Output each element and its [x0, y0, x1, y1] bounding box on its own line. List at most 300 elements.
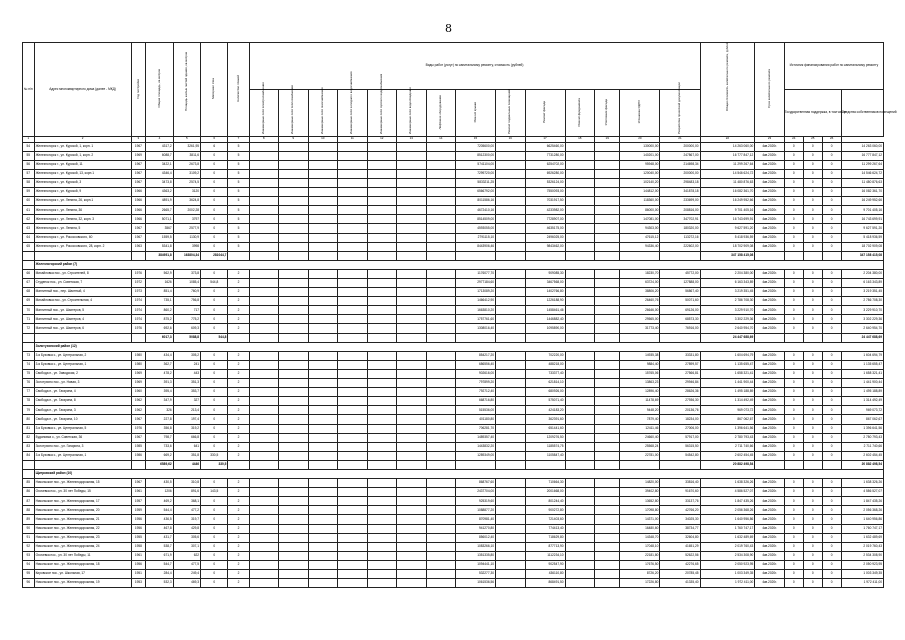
- cell: 9843462,00: [525, 242, 565, 251]
- empty-cell: [426, 515, 456, 524]
- empty-cell: [367, 288, 397, 297]
- cell: 1083266,10: [456, 542, 496, 551]
- zero-cell: 0: [784, 379, 803, 388]
- cell: 347702,91: [660, 215, 700, 224]
- table-row: [23, 188, 884, 197]
- cell: 83: [23, 442, 35, 451]
- col-number: 14: [426, 136, 456, 142]
- cell: 1351335,80: [456, 551, 496, 560]
- zero-cell: 0: [784, 142, 803, 151]
- cell: 1953: [131, 579, 146, 588]
- empty-cell: [426, 233, 456, 242]
- empty-cell: [595, 497, 620, 506]
- empty-cell: [367, 351, 397, 360]
- empty-cell: [496, 160, 526, 169]
- cell: 57917,00: [660, 433, 700, 442]
- cell: 3 219 351,45: [841, 288, 883, 297]
- empty-cell: [308, 506, 338, 515]
- cell: 5: [228, 215, 249, 224]
- empty-cell: [595, 306, 620, 315]
- table-row: [23, 397, 884, 406]
- empty-cell: [426, 560, 456, 569]
- empty-cell: [397, 324, 427, 333]
- empty-cell: [426, 288, 456, 297]
- cell: 717: [173, 306, 200, 315]
- cell: 8011586,16: [456, 197, 496, 206]
- zero-cell: 0: [803, 497, 822, 506]
- empty-cell: [308, 269, 338, 278]
- cell: 95: [23, 570, 35, 579]
- empty-cell: [426, 251, 456, 260]
- cell: 307,1: [173, 542, 200, 551]
- cell: 8512300,00: [456, 151, 496, 160]
- cell: 3120: [173, 188, 200, 197]
- zero-cell: 0: [784, 288, 803, 297]
- cell: 575071,40: [525, 397, 565, 406]
- empty-cell: [426, 397, 456, 406]
- cell: 55: [23, 151, 35, 160]
- cell: 33816,40: [660, 479, 700, 488]
- cell: 925319,60: [456, 497, 496, 506]
- empty-cell: [34, 460, 131, 469]
- cell: 319,2: [173, 424, 200, 433]
- cell: 341878,18: [660, 188, 700, 197]
- cell: 469,3: [173, 579, 200, 588]
- cell: 2791115,10: [456, 233, 496, 242]
- cell: 891,6: [173, 488, 200, 497]
- empty-cell: [367, 178, 397, 187]
- cell: 1 760 747,17: [841, 524, 883, 533]
- cell: 801244,40: [525, 497, 565, 506]
- col-number: 11: [338, 136, 368, 142]
- empty-cell: [338, 351, 368, 360]
- cell: 2: [228, 388, 249, 397]
- table-row: [23, 570, 884, 579]
- cell: 875,2: [146, 315, 173, 324]
- cell: 798,7: [146, 433, 173, 442]
- cell: 1966: [131, 188, 146, 197]
- empty-cell: [249, 388, 279, 397]
- empty-cell: [565, 433, 595, 442]
- table-row: [23, 479, 884, 488]
- empty-cell: [397, 142, 427, 151]
- empty-cell: [397, 560, 427, 569]
- cell: 1 972 411,00: [841, 579, 883, 588]
- empty-cell: [397, 188, 427, 197]
- table-row: [23, 142, 884, 151]
- empty-cell: [595, 351, 620, 360]
- cell: 0: [201, 197, 228, 206]
- empty-cell: [308, 224, 338, 233]
- cell: 66: [23, 269, 35, 278]
- cell: 1 314 492,49: [841, 397, 883, 406]
- empty-cell: [367, 369, 397, 378]
- zero-cell: 0: [803, 169, 822, 178]
- empty-cell: [822, 251, 841, 260]
- empty-cell: [367, 215, 397, 224]
- cell: 0: [201, 297, 228, 306]
- empty-cell: [426, 506, 456, 515]
- empty-cell: [279, 306, 309, 315]
- cell: 7731280,00: [525, 151, 565, 160]
- cell: 1 135 655,47: [700, 360, 755, 369]
- cell: 2: [228, 360, 249, 369]
- zero-cell: 0: [822, 188, 841, 197]
- empty-cell: [426, 551, 456, 560]
- empty-cell: [338, 542, 368, 551]
- empty-cell: [426, 451, 456, 460]
- empty-cell: [308, 524, 338, 533]
- empty-cell: [620, 460, 660, 469]
- empty-cell: [565, 524, 595, 533]
- cell: Охочевка пос., ул. 30 лет Победы, 15: [34, 488, 131, 497]
- col-number: 23: [755, 136, 785, 142]
- zero-cell: 0: [803, 242, 822, 251]
- subtotal-row: [23, 460, 884, 469]
- empty-cell: [426, 324, 456, 333]
- zero-cell: 0: [822, 169, 841, 178]
- cell: 4кв.2020г.: [755, 442, 785, 451]
- empty-cell: [249, 488, 279, 497]
- empty-cell: [249, 451, 279, 460]
- cell: 113272,16: [660, 233, 700, 242]
- zero-cell: 0: [822, 433, 841, 442]
- empty-cell: [565, 242, 595, 251]
- empty-cell: [279, 251, 309, 260]
- cell: 52622,56: [660, 551, 700, 560]
- cell: 351,8: [173, 451, 200, 460]
- empty-cell: [279, 151, 309, 160]
- empty-cell: [338, 224, 368, 233]
- cell: 1 640 956,86: [700, 515, 755, 524]
- zero-cell: 0: [822, 397, 841, 406]
- cell: 70: [23, 306, 35, 315]
- cell: 0: [201, 315, 228, 324]
- zero-cell: 0: [803, 279, 822, 288]
- empty-cell: [338, 524, 368, 533]
- empty-cell: [308, 451, 338, 460]
- cell: 3-я Бузовка с., ул. Центральная, 1: [34, 360, 131, 369]
- zero-cell: 0: [803, 324, 822, 333]
- cell: 77: [23, 388, 35, 397]
- cell: 2: [228, 406, 249, 415]
- cell: 14348,70: [620, 533, 660, 542]
- empty-cell: [367, 570, 397, 579]
- zero-cell: 0: [822, 579, 841, 588]
- zero-cell: 0: [803, 533, 822, 542]
- cell: 14820,00: [620, 479, 660, 488]
- cell: 54: [23, 142, 35, 151]
- cell: 0: [201, 533, 228, 542]
- cell: Свобода п., ул. Гагарина, 3: [34, 406, 131, 415]
- cell: 319,7: [173, 515, 200, 524]
- empty-cell: [338, 324, 368, 333]
- cell: 0: [201, 542, 228, 551]
- cell: 94303,00: [620, 224, 660, 233]
- table-row: [23, 379, 884, 388]
- col-number: 8: [249, 136, 279, 142]
- cell: 4кв.2020г.: [755, 433, 785, 442]
- empty-cell: [338, 369, 368, 378]
- cell: 4кв.2020г.: [755, 151, 785, 160]
- cell: 4672410,16: [456, 206, 496, 215]
- col-work-6: Инженерные сети водоотведения: [408, 87, 413, 134]
- cell: 2 204 380,00: [700, 269, 755, 278]
- cell: 16 777 847,12: [700, 151, 755, 160]
- cell: 721403,60: [525, 515, 565, 524]
- cell: 2: [228, 379, 249, 388]
- cell: 1955: [131, 533, 146, 542]
- cell: 544,8: [201, 333, 228, 342]
- cell: 1 441 900,44: [700, 379, 755, 388]
- zero-cell: 0: [784, 488, 803, 497]
- empty-cell: [249, 297, 279, 306]
- empty-cell: [426, 151, 456, 160]
- empty-cell: [279, 570, 309, 579]
- table-row: [23, 233, 884, 242]
- empty-cell: [308, 206, 338, 215]
- zero-cell: 0: [803, 188, 822, 197]
- cell: 1 396 641,56: [700, 424, 755, 433]
- empty-cell: [367, 151, 397, 160]
- cell: 1967: [131, 433, 146, 442]
- cell: 478,2: [146, 369, 173, 378]
- cell: 4кв.2020г.: [755, 497, 785, 506]
- empty-cell: [279, 533, 309, 542]
- zero-cell: 0: [822, 224, 841, 233]
- cell: 327: [173, 397, 200, 406]
- empty-cell: [308, 406, 338, 415]
- cell: 5326124,00: [525, 178, 565, 187]
- cell: 2: [228, 433, 249, 442]
- zero-cell: 0: [784, 560, 803, 569]
- empty-cell: [496, 351, 526, 360]
- zero-cell: 0: [822, 233, 841, 242]
- cell: Железногорск г., ул. Ленина, 26, корп.1: [34, 197, 131, 206]
- cell: 4 586 527,07: [700, 488, 755, 497]
- empty-cell: [228, 460, 249, 469]
- empty-cell: [338, 333, 368, 342]
- cell: 42766,20: [660, 506, 700, 515]
- empty-cell: [367, 142, 397, 151]
- cell: 1985: [131, 442, 146, 451]
- empty-cell: [367, 360, 397, 369]
- empty-cell: [525, 333, 565, 342]
- empty-cell: [595, 369, 620, 378]
- zero-cell: 0: [803, 351, 822, 360]
- cell: 7550093,00: [525, 188, 565, 197]
- empty-cell: [367, 415, 397, 424]
- empty-cell: [784, 460, 803, 469]
- cell: 4кв.2020г.: [755, 197, 785, 206]
- cell: 0: [201, 351, 228, 360]
- empty-cell: [496, 379, 526, 388]
- empty-cell: [595, 533, 620, 542]
- cell: 144812,00: [620, 188, 660, 197]
- empty-cell: [279, 269, 309, 278]
- empty-cell: [426, 215, 456, 224]
- zero-cell: 0: [784, 324, 803, 333]
- empty-cell: [249, 178, 279, 187]
- cell: 1094441,10: [456, 560, 496, 569]
- cell: 1 314 492,49: [700, 397, 755, 406]
- empty-cell: [279, 442, 309, 451]
- empty-cell: [279, 460, 309, 469]
- cell: 1443832,20: [456, 442, 496, 451]
- cell: 0: [201, 269, 228, 278]
- empty-cell: [367, 533, 397, 542]
- cell: 284,4: [146, 570, 173, 579]
- cell: 330,5: [201, 451, 228, 460]
- cell: 2 711 740,66: [841, 442, 883, 451]
- empty-cell: [456, 251, 496, 260]
- empty-cell: [456, 460, 496, 469]
- empty-cell: [308, 479, 338, 488]
- cell: 305,2: [173, 351, 200, 360]
- col-n: № п/п: [23, 43, 35, 137]
- empty-cell: [279, 506, 309, 515]
- cell: 27899,57: [660, 360, 700, 369]
- cell: 38806,20: [620, 288, 660, 297]
- cell: 1973: [131, 288, 146, 297]
- zero-cell: 0: [803, 197, 822, 206]
- empty-cell: [338, 497, 368, 506]
- cell: 1951: [131, 570, 146, 579]
- cell: 856012,40: [456, 533, 496, 542]
- cell: Магнитный пос., ул. Шахтеров, 6: [34, 324, 131, 333]
- cell: Никольское пос., ул. Железнодорожная, 18: [34, 560, 131, 569]
- empty-cell: [23, 460, 35, 469]
- empty-cell: [595, 515, 620, 524]
- empty-cell: [565, 233, 595, 242]
- cell: 247867,00: [660, 151, 700, 160]
- empty-cell: [496, 570, 526, 579]
- cell: 384951,8: [146, 251, 173, 260]
- empty-cell: [595, 188, 620, 197]
- table-row: [23, 579, 884, 588]
- section-row: [23, 342, 884, 351]
- zero-cell: 0: [822, 379, 841, 388]
- cell: 281044,7: [201, 251, 228, 260]
- empty-cell: [338, 424, 368, 433]
- cell: 902547,90: [525, 560, 565, 569]
- cell: 45772,00: [660, 269, 700, 278]
- cell: 622: [173, 551, 200, 560]
- zero-cell: 0: [822, 424, 841, 433]
- empty-cell: [496, 297, 526, 306]
- empty-cell: [565, 406, 595, 415]
- cell: 7728907,00: [525, 215, 565, 224]
- empty-cell: [397, 288, 427, 297]
- cell: 14 546 624,72: [700, 169, 755, 178]
- cell: 0: [201, 151, 228, 160]
- col-number: 21: [660, 136, 700, 142]
- empty-cell: [426, 197, 456, 206]
- zero-cell: 0: [822, 442, 841, 451]
- cell: 2: [228, 297, 249, 306]
- empty-cell: [367, 542, 397, 551]
- empty-cell: [308, 297, 338, 306]
- empty-cell: [565, 160, 595, 169]
- empty-cell: [565, 424, 595, 433]
- cell: 854217,20: [456, 351, 496, 360]
- zero-cell: 0: [784, 479, 803, 488]
- cell: 668716,80: [456, 397, 496, 406]
- zero-cell: 0: [784, 397, 803, 406]
- owners-header: Средства собственников помещений: [841, 90, 883, 137]
- empty-cell: [338, 306, 368, 315]
- cell: 3467568,00: [525, 279, 565, 288]
- col-number: 17: [525, 136, 565, 142]
- cell: 1 847 435,26: [841, 497, 883, 506]
- cell: 5: [228, 178, 249, 187]
- empty-cell: [338, 233, 368, 242]
- cell: 488218,00: [525, 360, 565, 369]
- empty-cell: [565, 442, 595, 451]
- cell: 3-я Бузовка с., ул. Центральная, 1: [34, 451, 131, 460]
- zero-cell: 0: [803, 551, 822, 560]
- empty-cell: [496, 251, 526, 260]
- empty-cell: [338, 379, 368, 388]
- zero-cell: 0: [803, 560, 822, 569]
- cell: 94: [23, 560, 35, 569]
- cell: 775,2: [173, 315, 200, 324]
- table-row: [23, 360, 884, 369]
- cell: 2 602 454,45: [841, 451, 883, 460]
- zero-cell: 0: [822, 451, 841, 460]
- empty-cell: [308, 360, 338, 369]
- empty-cell: [279, 424, 309, 433]
- empty-cell: [279, 351, 309, 360]
- empty-cell: [397, 160, 427, 169]
- col-number: 7: [228, 136, 249, 142]
- cell: 102140,20: [620, 178, 660, 187]
- cell: 17098,80: [620, 506, 660, 515]
- empty-cell: [367, 442, 397, 451]
- empty-cell: [308, 333, 338, 342]
- empty-cell: [595, 415, 620, 424]
- cell: 2: [228, 570, 249, 579]
- empty-cell: [131, 251, 146, 260]
- empty-cell: [228, 333, 249, 342]
- cell: 702220,00: [525, 351, 565, 360]
- empty-cell: [338, 442, 368, 451]
- empty-cell: [595, 542, 620, 551]
- cell: 1976: [131, 324, 146, 333]
- cell: 14 263 060,00: [841, 142, 883, 151]
- cell: 4кв.2020г.: [755, 379, 785, 388]
- cell: 56867,40: [660, 288, 700, 297]
- zero-cell: 0: [784, 406, 803, 415]
- empty-cell: [308, 415, 338, 424]
- cell: 2 640 954,70: [700, 324, 755, 333]
- cell: 233699,00: [660, 197, 700, 206]
- empty-cell: [249, 533, 279, 542]
- empty-cell: [308, 379, 338, 388]
- empty-cell: [426, 497, 456, 506]
- col-address: Адрес многоквартирного дома (далее - МКД): [34, 43, 131, 137]
- cell: 33137,76: [660, 497, 700, 506]
- cell: 95948,00: [620, 160, 660, 169]
- empty-cell: [595, 169, 620, 178]
- cell: 9 701 405,16: [841, 206, 883, 215]
- empty-cell: [308, 460, 338, 469]
- cell: 79: [23, 406, 35, 415]
- empty-cell: [249, 570, 279, 579]
- cell: Никольское пос., ул. Железнодорожная, 15: [34, 479, 131, 488]
- empty-cell: [308, 424, 338, 433]
- empty-cell: [279, 415, 309, 424]
